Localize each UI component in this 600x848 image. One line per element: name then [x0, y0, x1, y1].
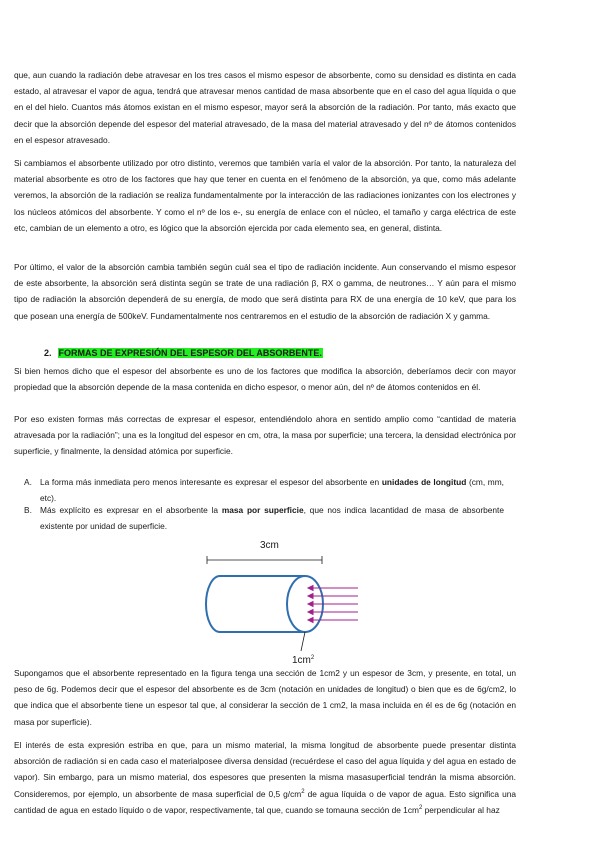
section-pointer-line	[301, 632, 305, 651]
list-marker: A.	[24, 477, 32, 487]
section-heading	[44, 346, 323, 360]
section-number: 2.	[44, 348, 52, 358]
paragraph-thickness-forms: Por eso existen formas más correctas de expresar el espesor, entendiéndolo ahora en sentido amplio como “cantidad de materia atravesada por la radiación”; una es la longitud del espesor en cm, otra, la masa por superficie; una tercera, la densidad electrónica por superficie, y finalmente, la densidad atómica por superficie.	[14, 414, 516, 457]
paragraph-absorption-density: que, aun cuando la radiación debe atravesar en los tres casos el mismo espesor de absorbente, como su densidad es distinta en cada estado, al atravesar el vapor de agua, tendrá que atravesar menos cantidad de masa absorbente que en el caso del agua líquida o que en el del hielo. Cuantos más átomos existan en el mismo espesor, mayor será la absorción de la radiación. Por tanto, más exacto que decir que la absorción depende del espesor del material atravesado, de la masa del material atravesado y del nº de átomos contenidos en el espesor atravesado.	[14, 70, 516, 145]
list-item-text: Más explícito es expresar en el absorbente la masa por superficie, que nos indica lacantidad de masa de absorbente existente por unidad de superficie.	[40, 505, 505, 531]
list-item-text: La forma más inmediata pero menos interesante es expresar el espesor del absorbente en unidades de longitud (cm, mm, etc).	[40, 477, 504, 503]
list-item-bold: masa por superficie	[221, 505, 304, 515]
list-marker: B.	[24, 505, 32, 515]
section-title-highlighted: FORMAS DE EXPRESIÓN DEL ESPESOR DEL ABSORBENTE.	[58, 348, 322, 358]
paragraph-mass-dependence: Si bien hemos dicho que el espesor del absorbente es uno de los factores que modifica la absorción, deberíamos decir con mayor propiedad que la absorción depende de la masa contenida en dicho espesor, o menor aún, del nº de átomos contenidos en él.	[14, 366, 516, 393]
absorbent-cylinder-figure	[200, 530, 360, 670]
paragraph-radiation-type: Por último, el valor de la absorción cambia también según cuál sea el tipo de radiación incidente. Aun conservando el mismo espesor de este absorbente, la absorción será distinta según se trate de una radiación β, RX o gamma, de neutrones… Y aún para el mismo tipo de radiación la absorción dependerá de su energía, de modo que será distinta para RX de una energía de 10 keV, que para los que posean una energía de 500keV. Fundamentalmente nos centraremos en el estudio de la absorción de radiación X y gamma.	[14, 262, 516, 321]
paragraph-mass-per-area-interest: El interés de esta expresión estriba en que, para un mismo material, la misma longitud de absorbente puede presentar distinta absorción de radiación si en cada caso el materialposee diversa densidad (recuérdese el caso del agua líquida y del agua en estado de vapor). Sin embargo, para un mismo material, dos espesores que presenten la misma masasuperficial tendrán la misma absorción. Consideremos, por ejemplo, un absorbente de masa superficial de 0,5 $g/cm^2$ de agua líquida o de vapor de agua. Esto significa una cantidad de agua en estado líquido o de vapor, respectivamente, tal que, cuando se tomauna sección de $1cm^2$ perpendicular al haz	[14, 740, 516, 815]
paragraph-example-notation: Supongamos que el absorbente representado en la figura tenga una sección de 1cm2 y un espesor de 3cm, y presente, en total, un peso de 6g. Podemos decir que el espesor del absorbente es de 3cm (notación en unidades de longitud) o bien que es de 6g/cm2, lo que indica que el absorbente tiene un espesor tal que, al considerar la sección de 1 cm2, la masa incluida en él es de 6g (notación en masa por superficie).	[14, 668, 516, 727]
figure-thickness-label: 3cm	[260, 540, 279, 551]
figure-section-label: $1cm^2$	[292, 655, 315, 666]
paragraph-absorbent-nature: Si cambiamos el absorbente utilizado por otro distinto, veremos que también varía el valor de la absorción. Por tanto, la naturaleza del material absorbente es otro de los factores que hay que tener en cuenta en el fenómeno de la absorción, ya que, como más adelante veremos, la absorción de la radiación se realiza fundamentalmente por la interacción de las radiaciones ionizantes con los electrones y los núcleos atómicos del absorbente. Y como el nº de los e-, su energía de enlace con el núcleo, el tamaño y carga eléctrica de este etc, cambian de un elemento a otro, es lógico que la absorción ejercida por cada elemento sea, en general, distinta.	[14, 158, 516, 233]
list-item-bold: unidades de longitud	[381, 477, 467, 487]
